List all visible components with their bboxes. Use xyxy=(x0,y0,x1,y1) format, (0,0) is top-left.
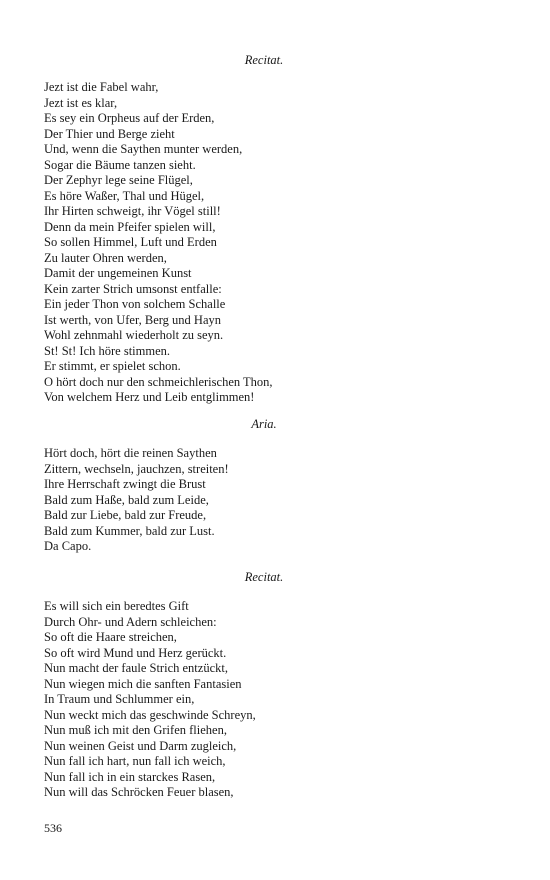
verse-line: Und, wenn die Saythen munter werden, xyxy=(44,142,243,156)
verse-line: Jezt ist die Fabel wahr, xyxy=(44,80,159,94)
verse-line: Nun will das Schröcken Feuer blasen, xyxy=(44,785,234,799)
verse-line: Von welchem Herz und Leib entglimmen! xyxy=(44,390,255,404)
verse-line: Nun muß ich mit den Grifen fliehen, xyxy=(44,723,227,737)
section-heading-recitat-2: Recitat. xyxy=(244,570,284,584)
verse-line: Es sey ein Orpheus auf der Erden, xyxy=(44,111,215,125)
verse-line: Ihr Hirten schweigt, ihr Vögel still! xyxy=(44,204,221,218)
verse-line: Ist werth, von Ufer, Berg und Hayn xyxy=(44,312,222,327)
stanza-recitat-1 xyxy=(44,80,273,406)
verse-line: Bald zum Kummer, bald zur Lust. xyxy=(44,523,215,538)
verse-line: Es höre Waßer, Thal und Hügel, xyxy=(44,188,205,203)
verse-line: Jezt ist es klar, xyxy=(44,95,118,110)
verse-line: Bald zum Haße, bald zum Leide, xyxy=(44,492,209,507)
verse-line: Bald zur Liebe, bald zur Freude, xyxy=(44,508,207,522)
verse-line: Der Thier und Berge zieht xyxy=(44,126,175,141)
verse-line: Er stimmt, er spielet schon. xyxy=(44,359,181,373)
verse-line: Damit der ungemeinen Kunst xyxy=(44,266,192,280)
verse-line: Da Capo. xyxy=(44,539,92,553)
verse-line: Sogar die Bäume tanzen sieht. xyxy=(44,157,196,172)
verse-line: O hört doch nur den schmeichlerischen Thon, xyxy=(44,374,273,389)
verse-line: Kein zarter Strich umsonst entfalle: xyxy=(44,281,222,296)
verse-line: Nun macht der faule Strich entzückt, xyxy=(44,661,228,675)
verse-line: Zu lauter Ohren werden, xyxy=(44,250,167,265)
verse-line: Wohl zehnmahl wiederholt zu seyn. xyxy=(44,328,224,342)
verse-line: Es will sich ein beredtes Gift xyxy=(44,599,189,613)
verse-line: Ein jeder Thon von solchem Schalle xyxy=(44,297,226,311)
verse-line: Nun fall ich in ein starckes Rasen, xyxy=(44,769,216,784)
verse-line: Denn da mein Pfeifer spielen will, xyxy=(44,219,216,234)
verse-line: Der Zephyr lege seine Flügel, xyxy=(44,173,193,187)
page-number: 536 xyxy=(44,821,62,835)
verse-line: Nun weinen Geist und Darm zugleich, xyxy=(44,738,237,753)
verse-line: In Traum und Schlummer ein, xyxy=(44,692,195,706)
verse-line: Hört doch, hört die reinen Saythen xyxy=(44,446,217,460)
stanza-recitat-2 xyxy=(44,599,256,801)
verse-line: Nun fall ich hart, nun fall ich weich, xyxy=(44,754,226,768)
verse-line: St! St! Ich höre stimmen. xyxy=(44,343,171,358)
verse-line: Nun weckt mich das geschwinde Schreyn, xyxy=(44,707,256,722)
verse-line: Nun wiegen mich die sanften Fantasien xyxy=(44,676,242,691)
verse-line: Durch Ohr- und Adern schleichen: xyxy=(44,614,217,629)
section-heading-aria: Aria. xyxy=(251,417,277,431)
verse-line: So oft die Haare streichen, xyxy=(44,630,177,644)
verse-line: So sollen Himmel, Luft und Erden xyxy=(44,235,217,249)
verse-line: So oft wird Mund und Herz gerückt. xyxy=(44,645,227,660)
verse-line: Ihre Herrschaft zwingt die Brust xyxy=(44,477,206,491)
stanza-aria xyxy=(44,446,229,555)
verse-line: Zittern, wechseln, jauchzen, streiten! xyxy=(44,461,229,476)
section-heading-recitat-1: Recitat. xyxy=(244,53,284,67)
